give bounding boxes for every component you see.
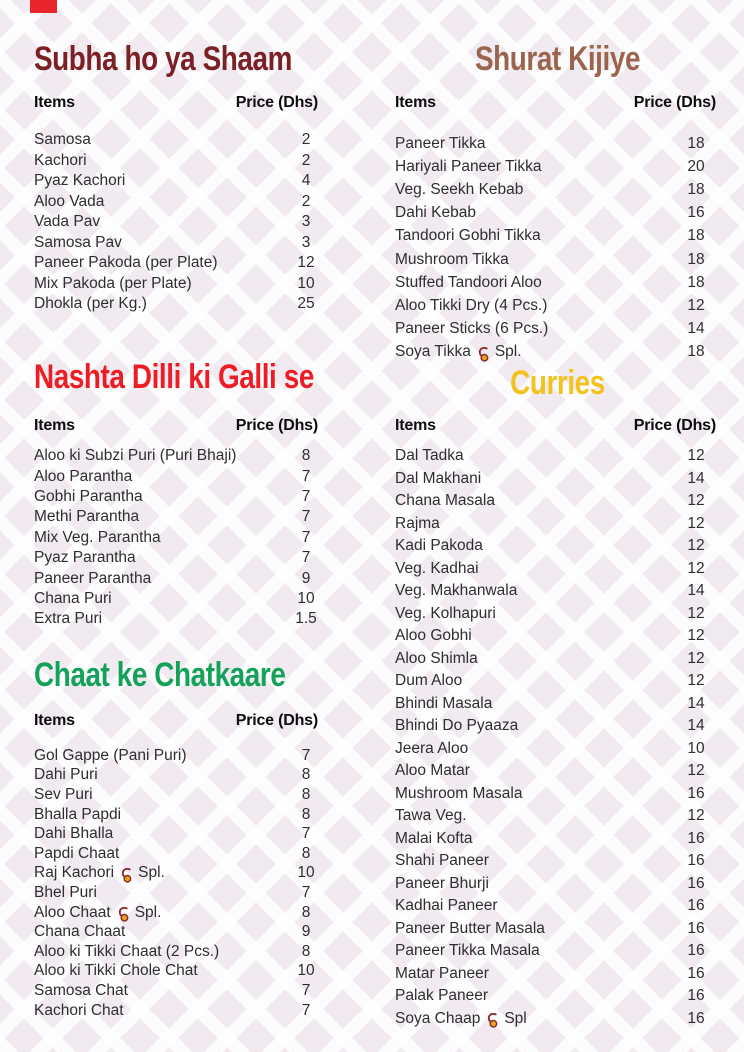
item-name: Chana Masala xyxy=(395,492,495,510)
menu-item-row xyxy=(34,171,330,192)
item-price: 20 xyxy=(687,157,705,175)
item-name: Paneer Sticks (6 Pcs.) xyxy=(395,320,549,338)
item-price: 12 xyxy=(687,604,705,622)
item-price: 12 xyxy=(687,559,705,577)
item-name: Palak Paneer xyxy=(395,987,489,1005)
item-name: Aloo ki Subzi Puri (Puri Bhaji) xyxy=(34,447,237,465)
item-name: Aloo Vada xyxy=(34,192,105,210)
menu-item-row xyxy=(395,715,720,738)
menu-item-row xyxy=(34,233,330,254)
menu-item-row xyxy=(395,294,720,317)
menu-item-row xyxy=(34,274,330,295)
item-price: 8 xyxy=(301,785,311,803)
item-price: 7 xyxy=(301,825,311,843)
item-name: Bhindi Do Pyaaza xyxy=(395,717,519,735)
section-title: Chaat ke Chatkaare xyxy=(34,656,286,694)
menu-item-row xyxy=(34,981,330,1001)
item-price: 7 xyxy=(301,1001,311,1019)
item-price: 12 xyxy=(687,514,705,532)
item-name: Aloo Gobhi xyxy=(395,627,472,645)
item-price: 12 xyxy=(687,807,705,825)
item-name: Bhel Puri xyxy=(34,883,97,901)
item-price: 16 xyxy=(687,1009,705,1027)
item-price: 7 xyxy=(301,508,311,526)
item-name: Mushroom Tikka xyxy=(395,250,509,268)
item-price: 8 xyxy=(301,766,311,784)
special-label: Spl. xyxy=(134,903,162,921)
item-name: Kachori xyxy=(34,151,87,169)
item-name: Pyaz Kachori xyxy=(34,172,126,190)
item-price: 16 xyxy=(687,204,705,222)
item-price: 8 xyxy=(301,903,311,921)
item-price: 16 xyxy=(687,897,705,915)
section-chaat-ke-chatkaare xyxy=(34,656,330,1019)
menu-item-row xyxy=(395,760,720,783)
item-price: 12 xyxy=(687,492,705,510)
menu-item-row xyxy=(34,253,330,274)
item-price: 16 xyxy=(687,942,705,960)
item-price: 9 xyxy=(301,569,311,587)
section-title: Nashta Dilli ki Galli se xyxy=(34,358,314,396)
menu-item-row xyxy=(395,513,720,536)
chili-icon xyxy=(120,868,133,883)
chili-icon xyxy=(117,907,130,922)
item-price: 3 xyxy=(301,233,311,251)
chili-icon xyxy=(486,1013,499,1028)
table-header xyxy=(34,712,330,730)
item-name: Veg. Seekh Kebab xyxy=(395,180,524,198)
item-name: Dhokla (per Kg.) xyxy=(34,295,147,313)
item-price: 7 xyxy=(301,883,311,901)
item-name: Tandoori Gobhi Tikka xyxy=(395,227,541,245)
item-name: Sev Puri xyxy=(34,785,93,803)
item-name: Veg. Makhanwala xyxy=(395,582,518,600)
menu-item-row xyxy=(395,985,720,1008)
item-price: 4 xyxy=(301,172,311,190)
item-name: Bhindi Masala xyxy=(395,694,493,712)
menu-item-row xyxy=(34,466,330,486)
item-price: 14 xyxy=(687,320,705,338)
menu-item-row xyxy=(34,844,330,864)
menu-item-row xyxy=(34,548,330,568)
menu-item-row xyxy=(34,446,330,466)
item-name: Bhalla Papdi xyxy=(34,805,122,823)
items-column-header: Items xyxy=(34,94,75,111)
menu-item-row xyxy=(395,850,720,873)
items-column-header: Items xyxy=(34,417,75,434)
menu-item-row xyxy=(34,746,330,766)
item-price: 7 xyxy=(301,981,311,999)
menu-item-row xyxy=(34,151,330,172)
section-title: Curries xyxy=(510,364,605,402)
item-price: 14 xyxy=(687,582,705,600)
item-price: 18 xyxy=(687,134,705,152)
item-name: Chana Chaat xyxy=(34,923,126,941)
menu-item-row xyxy=(395,670,720,693)
item-price: 16 xyxy=(687,784,705,802)
menu-item-row xyxy=(34,922,330,942)
special-label: Spl xyxy=(504,1009,527,1027)
menu-item-row xyxy=(395,963,720,986)
menu-item-row xyxy=(395,738,720,761)
menu-item-row xyxy=(395,132,720,155)
menu-item-row xyxy=(395,895,720,918)
item-name: Gobhi Parantha xyxy=(34,487,143,505)
item-name: Mushroom Masala xyxy=(395,784,523,802)
menu-item-row xyxy=(395,155,720,178)
item-name: Aloo Chaat xyxy=(34,903,111,921)
item-name: Paneer Parantha xyxy=(34,569,152,587)
menu-item-row xyxy=(395,445,720,468)
menu-item-row xyxy=(395,783,720,806)
item-price: 16 xyxy=(687,987,705,1005)
price-column-header: Price (Dhs) xyxy=(633,94,716,111)
menu-item-row xyxy=(395,873,720,896)
item-price: 14 xyxy=(687,717,705,735)
item-price: 8 xyxy=(301,447,311,465)
item-price: 10 xyxy=(297,274,315,292)
menu-item-row xyxy=(34,942,330,962)
item-price: 12 xyxy=(687,627,705,645)
menu-item-row xyxy=(395,558,720,581)
item-price: 9 xyxy=(301,923,311,941)
item-name: Samosa Pav xyxy=(34,233,122,251)
menu-item-row xyxy=(395,648,720,671)
item-name: Hariyali Paneer Tikka xyxy=(395,157,542,175)
menu-item-row xyxy=(395,1008,720,1031)
item-name: Extra Puri xyxy=(34,610,103,628)
menu-item-row xyxy=(34,528,330,548)
menu-item-row xyxy=(34,785,330,805)
item-name: Paneer Tikka Masala xyxy=(395,942,540,960)
item-name: Aloo Parantha xyxy=(34,467,133,485)
menu-item-row xyxy=(395,202,720,225)
item-price: 18 xyxy=(687,273,705,291)
menu-item-list xyxy=(34,746,330,1020)
menu-item-row xyxy=(34,212,330,233)
menu-item-row xyxy=(395,248,720,271)
menu-item-list xyxy=(34,446,330,630)
menu-item-row xyxy=(34,1001,330,1021)
item-name: Mix Veg. Parantha xyxy=(34,528,161,546)
item-name: Paneer Tikka xyxy=(395,134,486,152)
menu-item-row xyxy=(395,580,720,603)
menu-item-row xyxy=(34,130,330,151)
item-name: Chana Puri xyxy=(34,589,112,607)
menu-item-row xyxy=(395,341,720,364)
item-name: Aloo ki Tikki Chaat (2 Pcs.) xyxy=(34,942,220,960)
menu-item-row xyxy=(395,940,720,963)
items-column-header: Items xyxy=(395,94,436,111)
menu-item-row xyxy=(34,824,330,844)
menu-item-row xyxy=(34,589,330,609)
price-column-header: Price (Dhs) xyxy=(235,417,318,434)
item-name: Stuffed Tandoori Aloo xyxy=(395,273,542,291)
table-header xyxy=(34,417,330,435)
special-label: Spl. xyxy=(138,864,165,882)
item-price: 12 xyxy=(687,447,705,465)
menu-item-row xyxy=(34,883,330,903)
item-price: 7 xyxy=(301,549,311,567)
item-price: 14 xyxy=(687,469,705,487)
price-column-header: Price (Dhs) xyxy=(235,712,318,729)
menu-item-row xyxy=(34,805,330,825)
item-price: 16 xyxy=(687,829,705,847)
item-price: 10 xyxy=(687,739,705,757)
item-price: 18 xyxy=(687,250,705,268)
menu-item-row xyxy=(395,490,720,513)
menu-item-list xyxy=(395,445,720,1030)
item-name: Dahi Bhalla xyxy=(34,825,114,843)
item-price: 7 xyxy=(301,528,311,546)
item-name: Dal Tadka xyxy=(395,447,464,465)
menu-item-row xyxy=(395,805,720,828)
menu-item-row xyxy=(395,828,720,851)
item-price: 18 xyxy=(687,343,705,361)
section-nashta-dilli-ki-galli-se xyxy=(34,358,330,628)
table-header xyxy=(395,94,720,112)
item-name: Tawa Veg. xyxy=(395,807,467,825)
menu-item-row xyxy=(34,507,330,527)
item-price: 12 xyxy=(687,537,705,555)
price-column-header: Price (Dhs) xyxy=(633,417,716,434)
item-name: Kadhai Paneer xyxy=(395,897,498,915)
item-name: Paneer Pakoda (per Plate) xyxy=(34,254,218,272)
item-price: 2 xyxy=(301,192,311,210)
section-title: Shurat Kijiye xyxy=(474,40,641,78)
item-price: 12 xyxy=(687,672,705,690)
item-price: 12 xyxy=(687,649,705,667)
menu-item-row xyxy=(395,603,720,626)
item-name: Samosa xyxy=(34,131,91,149)
item-price: 25 xyxy=(297,295,315,313)
item-price: 10 xyxy=(297,589,315,607)
item-name: Matar Paneer xyxy=(395,964,489,982)
item-price: 12 xyxy=(687,296,705,314)
section-subha-ho-ya-shaam xyxy=(34,40,330,313)
item-name: Kachori Chat xyxy=(34,1001,124,1019)
item-name: Samosa Chat xyxy=(34,981,128,999)
item-price: 7 xyxy=(301,467,311,485)
item-name: Aloo Matar xyxy=(395,762,470,780)
items-column-header: Items xyxy=(34,712,75,729)
item-name: Paneer Butter Masala xyxy=(395,919,545,937)
item-name: Paneer Bhurji xyxy=(395,874,489,892)
item-price: 16 xyxy=(687,964,705,982)
item-price: 8 xyxy=(301,805,311,823)
menu-item-row xyxy=(34,962,330,982)
section-shurat-kijiye xyxy=(395,40,720,361)
item-name: Methi Parantha xyxy=(34,508,140,526)
item-price: 14 xyxy=(687,694,705,712)
item-price: 16 xyxy=(687,852,705,870)
item-name: Rajma xyxy=(395,514,440,532)
menu-item-row xyxy=(34,766,330,786)
item-price: 8 xyxy=(301,942,311,960)
menu-item-row xyxy=(395,318,720,341)
menu-item-row xyxy=(34,864,330,884)
menu-item-row xyxy=(34,294,330,315)
item-name: Dahi Kebab xyxy=(395,204,477,222)
price-column-header: Price (Dhs) xyxy=(235,94,318,111)
menu-item-row xyxy=(395,535,720,558)
item-price: 12 xyxy=(297,254,315,272)
table-header xyxy=(34,94,330,112)
item-name: Soya Tikka xyxy=(395,343,471,361)
menu-item-row xyxy=(395,271,720,294)
menu-item-row xyxy=(395,468,720,491)
item-name: Dum Aloo xyxy=(395,672,463,690)
item-name: Vada Pav xyxy=(34,213,101,231)
item-price: 16 xyxy=(687,874,705,892)
item-name: Veg. Kolhapuri xyxy=(395,604,496,622)
menu-item-row xyxy=(34,568,330,588)
item-name: Shahi Paneer xyxy=(395,852,489,870)
special-label: Spl. xyxy=(494,343,522,361)
item-name: Aloo Tikki Dry (4 Pcs.) xyxy=(395,296,548,314)
item-price: 10 xyxy=(297,864,315,882)
item-name: Raj Kachori xyxy=(34,864,115,882)
item-price: 12 xyxy=(687,762,705,780)
menu-item-row xyxy=(395,693,720,716)
item-price: 3 xyxy=(301,213,311,231)
table-header xyxy=(395,417,720,435)
item-price: 10 xyxy=(297,962,315,980)
menu-item-list xyxy=(34,130,330,315)
red-corner-mark xyxy=(30,0,57,13)
item-price: 18 xyxy=(687,180,705,198)
item-price: 16 xyxy=(687,919,705,937)
item-name: Gol Gappe (Pani Puri) xyxy=(34,746,187,764)
item-name: Kadi Pakoda xyxy=(395,537,483,555)
menu-item-row xyxy=(34,609,330,629)
item-name: Papdi Chaat xyxy=(34,844,120,862)
menu-item-row xyxy=(395,625,720,648)
item-price: 7 xyxy=(301,487,311,505)
item-name: Dal Makhani xyxy=(395,469,482,487)
item-price: 2 xyxy=(301,131,311,149)
menu-item-row xyxy=(34,487,330,507)
menu-item-row xyxy=(395,178,720,201)
item-name: Malai Kofta xyxy=(395,829,473,847)
item-name: Soya Chaap xyxy=(395,1009,481,1027)
item-name: Mix Pakoda (per Plate) xyxy=(34,274,192,292)
item-price: 18 xyxy=(687,227,705,245)
item-name: Aloo ki Tikki Chole Chat xyxy=(34,962,198,980)
menu-item-list xyxy=(395,132,720,364)
menu-item-row xyxy=(395,918,720,941)
menu-item-row xyxy=(34,192,330,213)
item-price: 2 xyxy=(301,151,311,169)
chili-icon xyxy=(477,347,490,362)
item-price: 7 xyxy=(301,746,311,764)
items-column-header: Items xyxy=(395,417,436,434)
section-curries xyxy=(395,364,720,1027)
menu-item-row xyxy=(34,903,330,923)
item-name: Aloo Shimla xyxy=(395,649,478,667)
item-name: Veg. Kadhai xyxy=(395,559,479,577)
item-price: 8 xyxy=(301,844,311,862)
item-name: Dahi Puri xyxy=(34,766,98,784)
item-price: 1.5 xyxy=(295,610,317,628)
item-name: Pyaz Parantha xyxy=(34,549,136,567)
menu-item-row xyxy=(395,225,720,248)
item-name: Jeera Aloo xyxy=(395,739,469,757)
section-title: Subha ho ya Shaam xyxy=(34,40,292,78)
